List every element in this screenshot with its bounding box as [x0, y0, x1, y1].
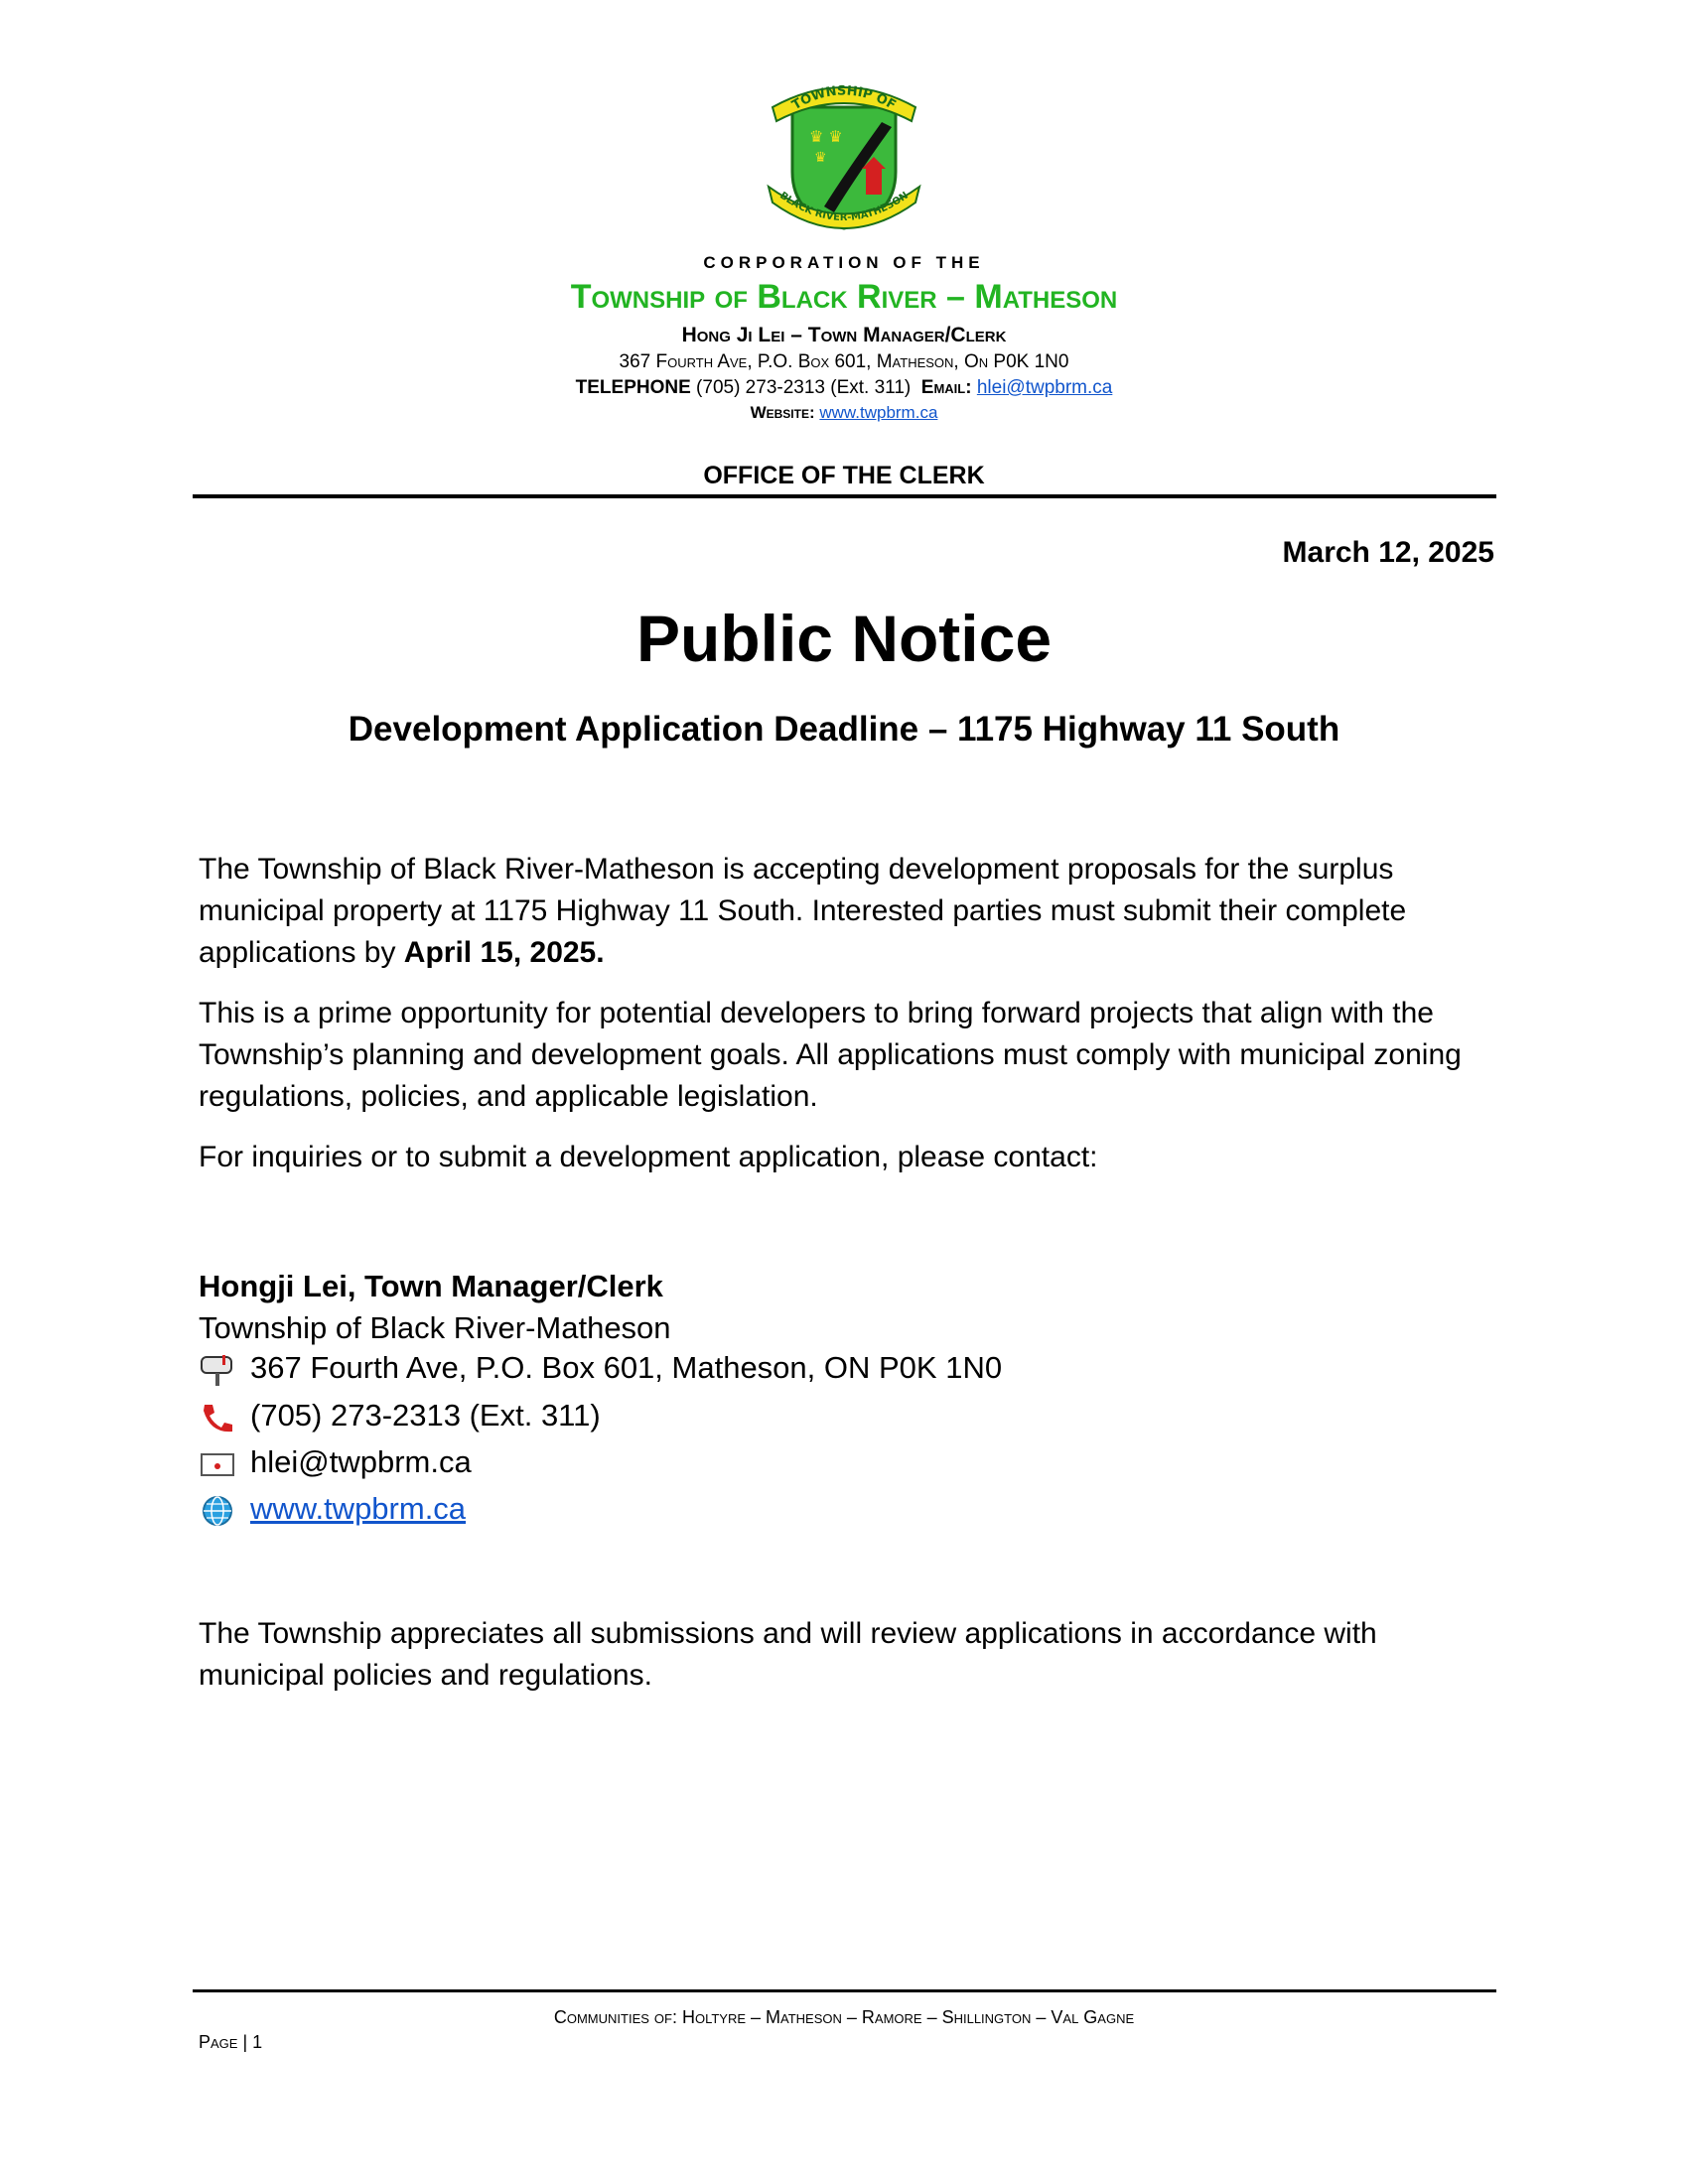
notice-subtitle: Development Application Deadline – 1175 Highway 11 South [348, 710, 1340, 749]
header-website-line [0, 403, 1688, 423]
township-crest-logo [755, 77, 933, 241]
header-website-link[interactable]: www.twpbrm.ca [819, 403, 938, 422]
paragraph-inquiries: For inquiries or to submit a development application, please contact: [199, 1141, 1098, 1173]
manager-line: Hong Ji Lei – Town Manager/Clerk [681, 324, 1007, 346]
telephone-label: TELEPHONE [575, 377, 691, 398]
contact-website-link[interactable]: www.twpbrm.ca [250, 1491, 467, 1526]
corporation-label: CORPORATION OF THE [703, 253, 985, 272]
header-telephone: (705) 273-2313 (Ext. 311) [696, 377, 912, 398]
mailbox-icon [199, 1353, 236, 1387]
svg-text:TOWNSHIP OF: TOWNSHIP OF [789, 83, 899, 114]
contact-organization: Township of Black River-Matheson [199, 1310, 671, 1345]
header-address: 367 Fourth Ave, P.O. Box 601, Matheson, On P0K 1N0 [619, 351, 1069, 372]
contact-website-row [199, 1491, 466, 1528]
phone-icon [199, 1401, 236, 1434]
email-label: Email: [920, 377, 972, 398]
footer-divider [193, 1989, 1496, 1992]
page-title: Public Notice [635, 602, 1053, 675]
township-name: Township of Black River – Matheson [570, 278, 1118, 316]
contact-phone-row: (705) 273-2313 (Ext. 311) [199, 1398, 601, 1434]
svg-text:♛: ♛ [814, 150, 827, 166]
notice-date: March 12, 2025 [1282, 536, 1494, 569]
contact-email-row: hlei@twpbrm.ca [199, 1444, 472, 1481]
header-email-link[interactable]: hlei@twpbrm.ca [976, 377, 1113, 398]
paragraph-closing: The Township appreciates all submissions and will review applications in accordance with municipal policies and regulations. [199, 1617, 1377, 1692]
footer-communities: Communities of: Holtyre – Matheson – Ramore – Shillington – Val Gagne [553, 2007, 1135, 2027]
globe-icon [199, 1494, 236, 1528]
svg-text:BLACK RIVER-MATHESON: BLACK RIVER-MATHESON [777, 190, 911, 224]
website-label: Website: [750, 403, 815, 422]
contact-name: Hongji Lei, Town Manager/Clerk [199, 1269, 663, 1303]
paragraph-proposals: The Township of Black River-Matheson is accepting development proposals for the surplus municipal property at 1175 Highway 11 South. Interested parties must submit their complete applications by April 15, 2025. [199, 853, 1407, 969]
page-number: Page | 1 [199, 2032, 263, 2052]
paragraph-opportunity: This is a prime opportunity for potential developers to bring forward projects that align with the Township’s planning and development goals. All applications must comply with municipal zoning regulations, policies, and applicable legislation. [199, 997, 1462, 1113]
header-contact-line [0, 377, 1688, 399]
contact-address-row: 367 Fourth Ave, P.O. Box 601, Matheson, ON P0K 1N0 [199, 1350, 1002, 1387]
envelope-icon [199, 1447, 236, 1481]
office-heading: OFFICE OF THE CLERK [703, 462, 985, 489]
svg-text:♛ ♛: ♛ ♛ [809, 127, 843, 146]
deadline-date: April 15, 2025. [403, 936, 605, 969]
header-divider [193, 494, 1496, 498]
